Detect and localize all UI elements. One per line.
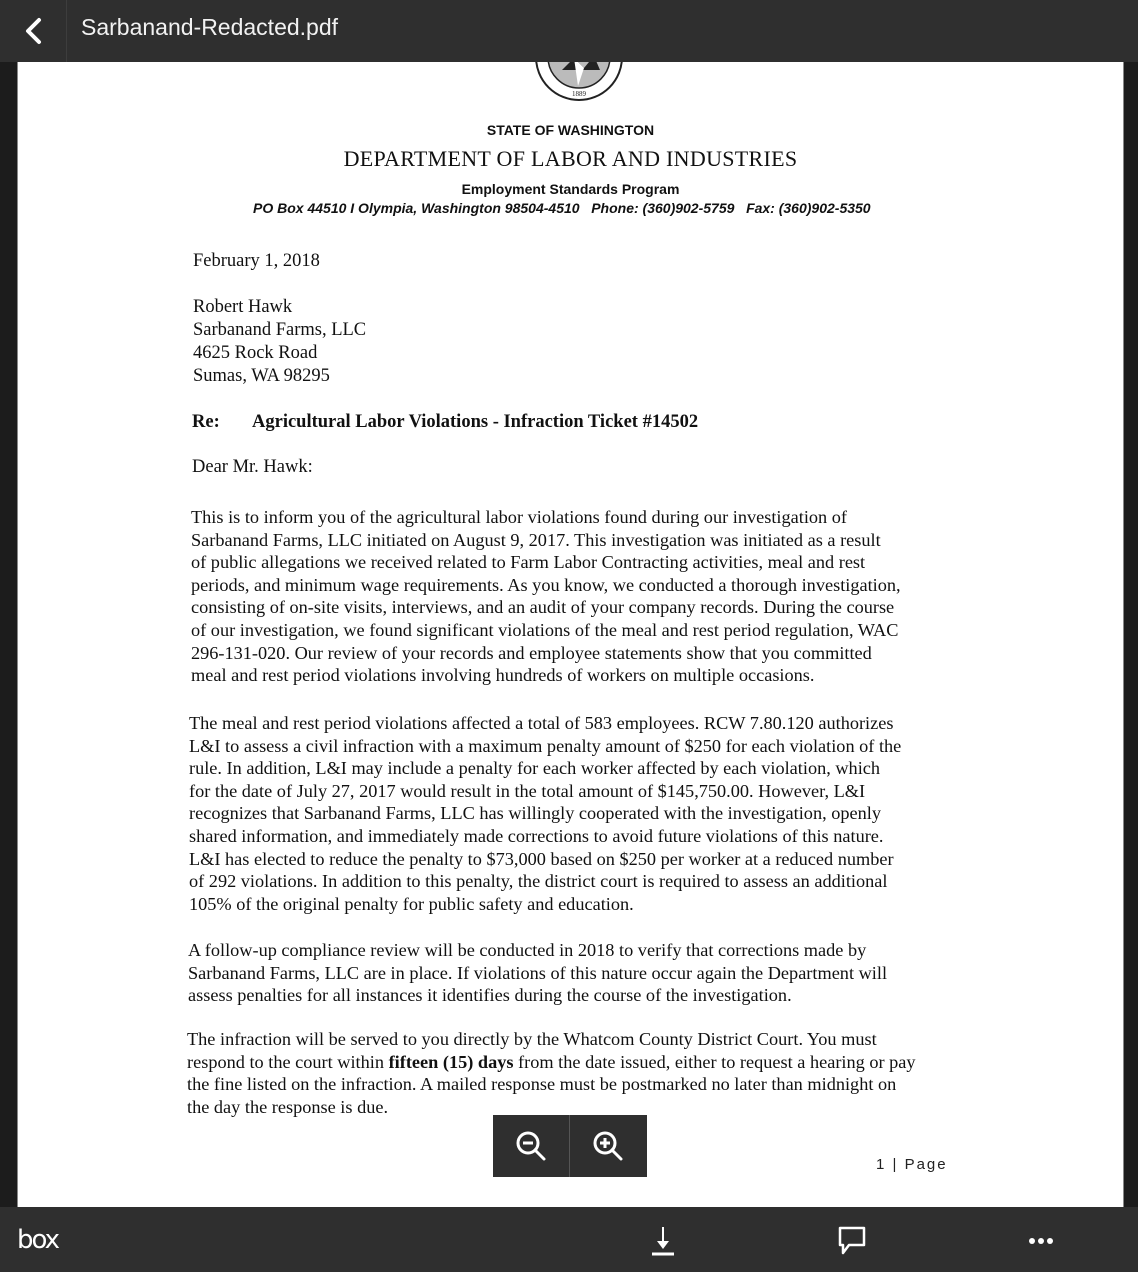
state-seal-logo — [534, 62, 624, 102]
comment-button[interactable] — [832, 1221, 872, 1261]
recipient-street: 4625 Rock Road — [193, 343, 318, 363]
text-line: recognizes that Sarbanand Farms, LLC has willingly cooperated with the investigation, openly — [189, 803, 881, 824]
text-line: This is to inform you of the agricultural labor violations found during our investigation of — [191, 507, 847, 527]
page-number: 1 | Page — [876, 1156, 948, 1173]
bottom-spacer — [0, 1272, 1138, 1280]
text-line: The infraction will be served to you directly by the Whatcom County District Court. You must — [187, 1029, 877, 1049]
letterhead-program: Employment Standards Program — [461, 181, 680, 197]
recipient-city: Sumas, WA 98295 — [193, 366, 330, 386]
text-line: A follow-up compliance review will be conducted in 2018 to verify that corrections made by — [188, 940, 867, 960]
bottom-bar — [0, 1207, 1138, 1272]
text-line: 296-131-020. Our review of your records and employee statements show that you committed — [191, 642, 872, 663]
zoom-in-icon — [591, 1129, 625, 1163]
letterhead-address: PO Box 44510 I Olympia, Washington 98504-4510 Phone: (360)902-5759 Fax: (360)902-5350 — [253, 200, 871, 216]
text-line: Sarbanand Farms, LLC initiated on August 9, 2017. This investigation was initiated as a result — [191, 529, 881, 550]
text-span: respond to the court within — [187, 1051, 389, 1072]
text-line: assess penalties for all instances it identifies during the course of the investigation. — [188, 985, 792, 1006]
paragraph-3 — [188, 939, 887, 1007]
box-logo: box — [17, 1225, 58, 1255]
document-viewer[interactable] — [0, 62, 1138, 1207]
zoom-controls — [493, 1115, 647, 1177]
text-line: the fine listed on the infraction. A mailed response must be postmarked no later than midnight on — [187, 1074, 897, 1095]
paragraph-2 — [189, 712, 901, 915]
paragraph-1 — [191, 506, 901, 687]
text-line: of public allegations we received related to Farm Labor Contracting activities, meal and rest — [191, 552, 866, 573]
document-title: Sarbanand-Redacted.pdf — [81, 14, 339, 40]
back-button[interactable] — [0, 0, 67, 62]
text-span: from the date issued, either to request a hearing or pay — [513, 1051, 916, 1072]
download-button[interactable] — [643, 1221, 683, 1261]
recipient-address — [193, 296, 366, 388]
text-line: the day the response is due. — [187, 1096, 389, 1117]
text-line: of our investigation, we found significant violations of the meal and rest period regulation, WAC — [191, 619, 899, 640]
paragraph-4 — [187, 1028, 916, 1118]
recipient-company: Sarbanand Farms, LLC — [193, 320, 367, 340]
text-line — [187, 1051, 916, 1074]
re-subject: Agricultural Labor Violations - Infraction Ticket #14502 — [252, 412, 699, 432]
letter-date: February 1, 2018 — [193, 251, 320, 271]
pdf-page — [17, 62, 1124, 1207]
text-line: for the date of July 27, 2017 would result in the total amount of $145,750.00. However, L&I — [189, 780, 866, 801]
text-line: shared information, and immediately made corrections to avoid future violations of this nature. — [189, 825, 884, 846]
salutation: Dear Mr. Hawk: — [192, 457, 313, 477]
zoom-out-button[interactable] — [493, 1115, 569, 1177]
zoom-out-icon — [514, 1129, 548, 1163]
re-label: Re: — [192, 412, 220, 432]
letterhead-department: DEPARTMENT OF LABOR AND INDUSTRIES — [343, 146, 798, 171]
download-icon — [650, 1225, 676, 1257]
text-line: The meal and rest period violations affected a total of 583 employees. RCW 7.80.120 authorizes — [189, 713, 894, 733]
more-button[interactable] — [1021, 1221, 1061, 1261]
text-line: L&I to assess a civil infraction with a maximum penalty amount of $250 for each violation of the — [189, 735, 902, 756]
recipient-name: Robert Hawk — [193, 297, 293, 317]
text-line: Sarbanand Farms, LLC are in place. If violations of this nature occur again the Department will — [188, 962, 888, 983]
text-line: meal and rest period violations involving hundreds of workers on multiple occasions. — [191, 665, 815, 686]
more-icon — [1027, 1236, 1055, 1246]
text-line: of 292 violations. In addition to this penalty, the district court is required to assess an additional — [189, 871, 888, 892]
deadline-bold: fifteen (15) days — [388, 1051, 514, 1072]
letterhead-state: STATE OF WASHINGTON — [486, 122, 655, 138]
text-line: periods, and minimum wage requirements. As you know, we conducted a thorough investigation, — [191, 574, 901, 595]
zoom-in-button[interactable] — [569, 1115, 646, 1177]
text-line: rule. In addition, L&I may include a penalty for each worker affected by each violation, which — [189, 758, 881, 779]
text-line: 105% of the original penalty for public safety and education. — [189, 893, 634, 914]
text-line: L&I has elected to reduce the penalty to $73,000 based on $250 per worker at a reduced number — [189, 848, 894, 869]
chevron-left-icon — [22, 16, 44, 46]
svg-text:1889: 1889 — [572, 90, 586, 98]
top-bar — [0, 0, 1138, 62]
comment-icon — [837, 1225, 867, 1257]
text-line: consisting of on-site visits, interviews, and an audit of your company records. During the course — [191, 597, 895, 618]
